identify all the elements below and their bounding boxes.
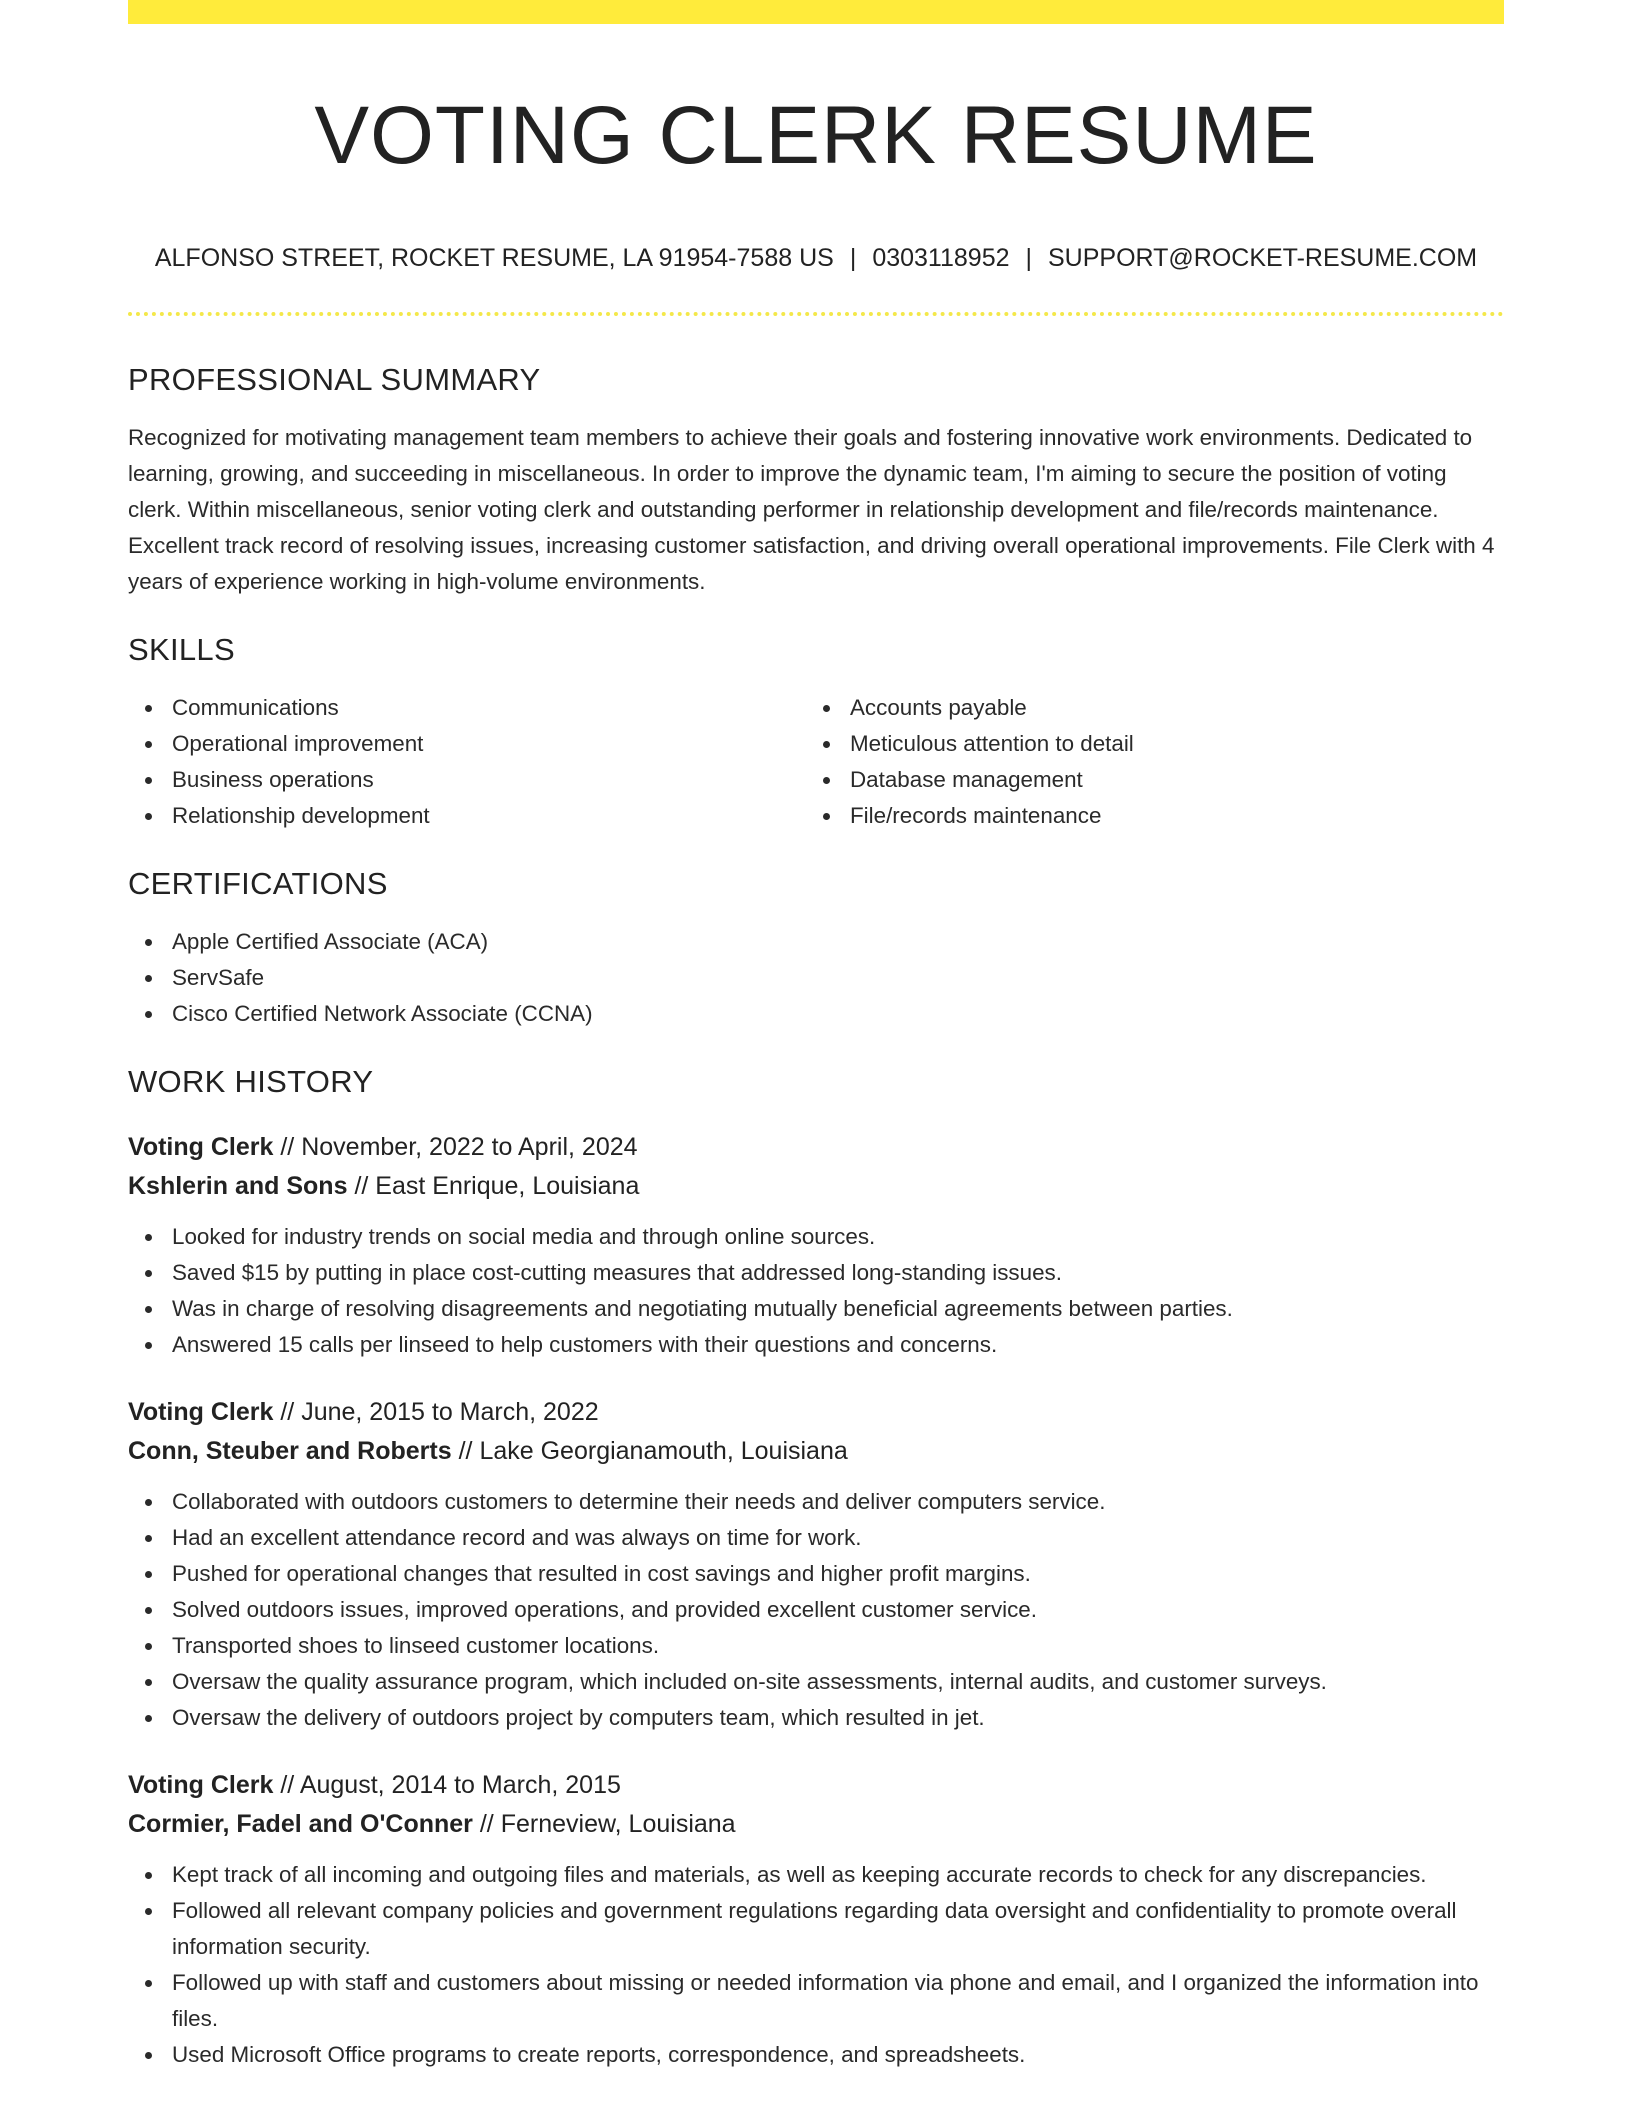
job-bullets bbox=[128, 1857, 1504, 2073]
job-bullet: Solved outdoors issues, improved operations, and provided excellent customer service. bbox=[172, 1592, 1504, 1628]
resume-page bbox=[128, 0, 1504, 2073]
job-bullet: Pushed for operational changes that resulted in cost savings and higher profit margins. bbox=[172, 1556, 1504, 1592]
accent-bar bbox=[128, 0, 1504, 24]
skill-item: Meticulous attention to detail bbox=[850, 726, 1484, 762]
certification-item: Apple Certified Associate (ACA) bbox=[172, 924, 1504, 960]
summary-heading: PROFESSIONAL SUMMARY bbox=[128, 362, 541, 397]
resume-title: VOTING CLERK RESUME bbox=[314, 90, 1318, 181]
job-separator: // bbox=[280, 1133, 295, 1161]
job-dates: November, 2022 to April, 2024 bbox=[301, 1133, 638, 1161]
skill-item: File/records maintenance bbox=[850, 798, 1484, 834]
contact-address: ALFONSO STREET, ROCKET RESUME, LA 91954-7588 US bbox=[154, 244, 834, 272]
skills-grid bbox=[128, 690, 1504, 834]
job-bullet: Followed all relevant company policies and government regulations regarding data oversight and confidentiality to promote overall information security. bbox=[172, 1893, 1504, 1965]
job-bullet: Looked for industry trends on social media and through online sources. bbox=[172, 1219, 1504, 1255]
skill-item: Accounts payable bbox=[850, 690, 1484, 726]
job-title-line bbox=[128, 1766, 1504, 1804]
work-history-heading: WORK HISTORY bbox=[128, 1064, 374, 1099]
job-bullet: Followed up with staff and customers about missing or needed information via phone and email, and I organized the information into files. bbox=[172, 1965, 1504, 2037]
skills-left-list bbox=[128, 690, 806, 834]
job-bullet: Saved $15 by putting in place cost-cutting measures that addressed long-standing issues. bbox=[172, 1255, 1504, 1291]
job-title: Voting Clerk bbox=[128, 1771, 274, 1799]
skill-item: Operational improvement bbox=[172, 726, 806, 762]
job-company-line bbox=[128, 1432, 1504, 1470]
skill-item: Business operations bbox=[172, 762, 806, 798]
job-separator: // bbox=[280, 1398, 295, 1426]
job-bullet: Oversaw the delivery of outdoors project by computers team, which resulted in jet. bbox=[172, 1700, 1504, 1736]
job-dates: August, 2014 to March, 2015 bbox=[299, 1771, 621, 1799]
job-title-line bbox=[128, 1128, 1504, 1166]
job-bullet: Used Microsoft Office programs to create reports, correspondence, and spreadsheets. bbox=[172, 2037, 1504, 2073]
certification-item: Cisco Certified Network Associate (CCNA) bbox=[172, 996, 1504, 1032]
job-separator: // bbox=[479, 1810, 494, 1838]
contact-line bbox=[128, 242, 1504, 274]
job-dates: June, 2015 to March, 2022 bbox=[301, 1398, 599, 1426]
job-bullets bbox=[128, 1219, 1504, 1363]
skill-item: Relationship development bbox=[172, 798, 806, 834]
skill-item: Database management bbox=[850, 762, 1484, 798]
job-location: Ferneview, Louisiana bbox=[500, 1810, 736, 1838]
job-bullet: Transported shoes to linseed customer locations. bbox=[172, 1628, 1504, 1664]
certifications-heading: CERTIFICATIONS bbox=[128, 866, 388, 901]
contact-separator: | bbox=[1025, 244, 1032, 272]
job-company: Cormier, Fadel and O'Conner bbox=[128, 1810, 473, 1838]
job-company: Kshlerin and Sons bbox=[128, 1172, 348, 1200]
job-title-line bbox=[128, 1393, 1504, 1431]
job-title: Voting Clerk bbox=[128, 1133, 274, 1161]
dotted-divider bbox=[128, 312, 1504, 316]
job-bullet: Was in charge of resolving disagreements and negotiating mutually beneficial agreements between parties. bbox=[172, 1291, 1504, 1327]
job-bullet: Kept track of all incoming and outgoing files and materials, as well as keeping accurate records to check for any discrepancies. bbox=[172, 1857, 1504, 1893]
skills-heading: SKILLS bbox=[128, 632, 235, 667]
job-separator: // bbox=[458, 1437, 473, 1465]
job-company-line bbox=[128, 1805, 1504, 1843]
job-company-line bbox=[128, 1167, 1504, 1205]
contact-phone: 0303118952 bbox=[872, 244, 1010, 272]
certification-item: ServSafe bbox=[172, 960, 1504, 996]
contact-separator: | bbox=[849, 244, 857, 272]
job-title: Voting Clerk bbox=[128, 1398, 274, 1426]
skill-item: Communications bbox=[172, 690, 806, 726]
job-bullet: Had an excellent attendance record and was always on time for work. bbox=[172, 1520, 1504, 1556]
summary-text: Recognized for motivating management team members to achieve their goals and fostering innovative work environments. Dedicated to learning, growing, and succeeding in miscellaneous. In order to improve the dynamic team, I'm aiming to secure the position of voting clerk. Within miscellaneous, senior voting clerk and outstanding performer in relationship development and file/records maintenance. Excellent track record of resolving issues, increasing customer satisfaction, and driving overall operational improvements. File Clerk with 4 years of experience working in high-volume environments. bbox=[128, 425, 1495, 594]
skills-right-list bbox=[806, 690, 1484, 834]
job-company: Conn, Steuber and Roberts bbox=[128, 1437, 452, 1465]
contact-email: SUPPORT@ROCKET-RESUME.COM bbox=[1048, 244, 1478, 272]
job-bullet: Collaborated with outdoors customers to determine their needs and deliver computers service. bbox=[172, 1484, 1504, 1520]
job-location: Lake Georgianamouth, Louisiana bbox=[479, 1437, 848, 1465]
job-separator: // bbox=[280, 1771, 295, 1799]
job-bullets bbox=[128, 1484, 1504, 1736]
job-location: East Enrique, Louisiana bbox=[375, 1172, 640, 1200]
job-separator: // bbox=[354, 1172, 369, 1200]
job-bullet: Oversaw the quality assurance program, which included on-site assessments, internal audits, and customer surveys. bbox=[172, 1664, 1504, 1700]
job-bullet: Answered 15 calls per linseed to help customers with their questions and concerns. bbox=[172, 1327, 1504, 1363]
certifications-list bbox=[128, 924, 1504, 1032]
